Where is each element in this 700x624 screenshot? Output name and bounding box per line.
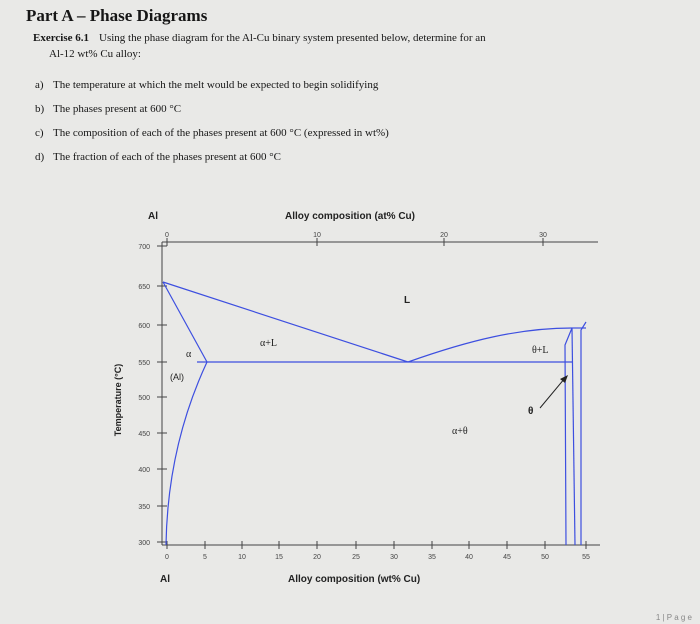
y-axis-tick-label: 300 [138, 540, 150, 547]
y-axis-title: Temperature (°C) [113, 363, 123, 437]
question-label: d) [35, 151, 45, 163]
question-label: a) [35, 79, 44, 91]
theta-left-boundary [565, 328, 572, 545]
top-axis-tick-label: 30 [539, 232, 547, 239]
top-axis-tick-label: 20 [440, 232, 448, 239]
question-text: The temperature at which the melt would be expected to begin solidifying [53, 79, 379, 91]
theta-plus-liquid-label: θ+L [532, 345, 549, 356]
page-title: Part A – Phase Diagrams [26, 6, 208, 25]
y-axis-tick-label: 400 [138, 467, 150, 474]
phase-boundaries [163, 282, 586, 545]
y-axis-tick-label: 350 [138, 504, 150, 511]
alpha-plus-liquid-label: α+L [260, 338, 277, 349]
page-footer: 1 | P a g e [655, 613, 692, 622]
solvus-line [166, 362, 207, 545]
bottom-axis-tick-label: 55 [582, 554, 590, 561]
bottom-axis-tick-label: 5 [203, 554, 207, 561]
arrow-shaft [540, 378, 565, 408]
bottom-axis-tick-label: 0 [165, 554, 169, 561]
y-axis-tick-label: 550 [138, 360, 150, 367]
theta-far-right-boundary [581, 322, 586, 545]
bottom-axis-tick-label: 15 [275, 554, 283, 561]
bottom-axis-tick-label: 25 [352, 554, 360, 561]
bottom-axis-tick-label: 35 [428, 554, 436, 561]
question-text: The fraction of each of the phases present at 600 °C [53, 151, 281, 163]
question-label: b) [35, 103, 45, 115]
question-text: The phases present at 600 °C [53, 103, 182, 115]
top-axis-tick-label: 10 [313, 232, 321, 239]
exercise-label: Exercise 6.1 [33, 32, 90, 44]
bottom-axis-corner-label: Al [160, 574, 170, 585]
top-axis-title: Alloy composition (at% Cu) [285, 211, 415, 222]
top-axis-tick-label: 0 [165, 232, 169, 239]
bottom-axis-tick-label: 10 [238, 554, 246, 561]
y-axis-tick-label: 600 [138, 323, 150, 330]
alpha-phase-label: α [186, 349, 192, 360]
bottom-axis-tick-label: 40 [465, 554, 473, 561]
y-axis-tick-label: 700 [138, 244, 150, 251]
theta-phase-label: θ [528, 406, 534, 417]
y-axis-tick-label: 500 [138, 395, 150, 402]
theta-right-boundary [572, 328, 575, 545]
question-label: c) [35, 127, 44, 139]
aluminum-phase-label: (Al) [170, 372, 184, 382]
y-axis-tick-label: 450 [138, 431, 150, 438]
top-axis-corner-label: Al [148, 211, 158, 222]
theta-pointer-arrow [540, 375, 568, 408]
bottom-axis-tick-label: 45 [503, 554, 511, 561]
bottom-axis-tick-label: 50 [541, 554, 549, 561]
liquid-phase-label: L [404, 295, 411, 306]
question-text: The composition of each of the phases present at 600 °C (expressed in wt%) [53, 127, 389, 139]
bottom-axis-tick-label: 20 [313, 554, 321, 561]
bottom-axis-ticks [165, 541, 590, 561]
bottom-axis-title: Alloy composition (wt% Cu) [288, 574, 421, 585]
y-axis-ticks [138, 244, 167, 547]
exercise-text-continued: Al-12 wt% Cu alloy: [49, 48, 141, 60]
alpha-plus-theta-label: α+θ [452, 426, 468, 437]
y-axis-tick-label: 650 [138, 284, 150, 291]
exercise-text: Using the phase diagram for the Al-Cu binary system presented below, determine for an [99, 32, 486, 44]
bottom-axis-tick-label: 30 [390, 554, 398, 561]
